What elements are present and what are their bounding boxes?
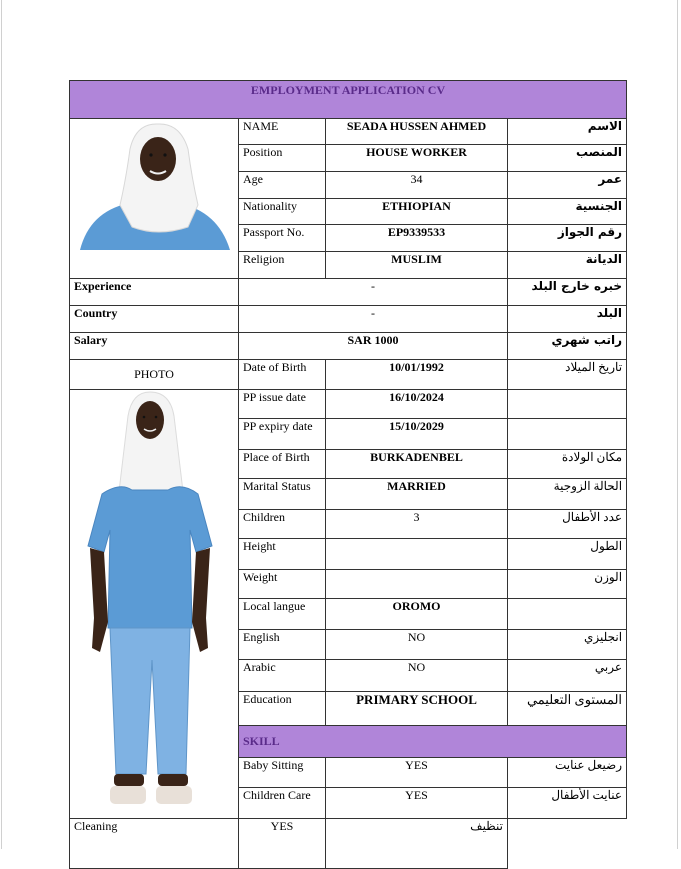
- row-pp-expiry-ar: [508, 419, 627, 450]
- row-experience-value: -: [239, 279, 508, 306]
- skill-cleaning-ar: تنظيف: [326, 819, 508, 869]
- row-marital-ar: الحالة الزوجية: [508, 479, 627, 510]
- row-height-ar: الطول: [508, 539, 627, 570]
- row-children-ar: عدد الأطفال: [508, 509, 627, 538]
- full-photo-cell: [70, 390, 239, 819]
- row-country-value: -: [239, 306, 508, 333]
- row-religion-value: MUSLIM: [326, 252, 508, 279]
- row-arabic-ar: عربي: [508, 660, 627, 692]
- row-salary-label: Salary: [70, 333, 239, 360]
- row-local-lang-ar: [508, 599, 627, 630]
- row-name-ar: الاسم: [508, 119, 627, 145]
- row-place-birth-label: Place of Birth: [239, 449, 326, 478]
- row-passport-value: EP9339533: [326, 225, 508, 252]
- skill-baby-sitting-value: YES: [326, 757, 508, 788]
- row-marital-value: MARRIED: [326, 479, 508, 510]
- row-local-lang-label: Local langue: [239, 599, 326, 630]
- row-nationality-value: ETHIOPIAN: [326, 199, 508, 225]
- row-arabic-value: NO: [326, 660, 508, 692]
- skill-header: SKILL: [239, 726, 627, 758]
- row-dob-value: 10/01/1992: [326, 360, 508, 390]
- row-arabic-label: Arabic: [239, 660, 326, 692]
- row-marital-label: Marital Status: [239, 479, 326, 510]
- face-photo-cell: [70, 119, 239, 279]
- row-weight-value: [326, 569, 508, 598]
- row-place-birth-ar: مكان الولادة: [508, 449, 627, 478]
- photo-label: PHOTO: [70, 360, 239, 390]
- row-weight-label: Weight: [239, 569, 326, 598]
- skill-cleaning-value: YES: [239, 819, 326, 869]
- row-name-label: NAME: [239, 119, 326, 145]
- row-religion-ar: الديانة: [508, 252, 627, 279]
- full-body-photo: [70, 390, 238, 818]
- row-age-ar: عمر: [508, 172, 627, 199]
- row-dob-ar: تاريخ الميلاد: [508, 360, 627, 390]
- skill-children-care-value: YES: [326, 788, 508, 819]
- row-dob-label: Date of Birth: [239, 360, 326, 390]
- row-pp-expiry-value: 15/10/2029: [326, 419, 508, 450]
- row-salary-ar: راتب شهري: [508, 333, 627, 360]
- row-nationality-ar: الجنسية: [508, 199, 627, 225]
- row-education-ar: المستوى التعليمي: [508, 692, 627, 726]
- row-experience-ar: خبره خارج البلد: [508, 279, 627, 306]
- row-passport-ar: رقم الجواز: [508, 225, 627, 252]
- row-name-value: SEADA HUSSEN AHMED: [326, 119, 508, 145]
- row-pp-issue-label: PP issue date: [239, 390, 326, 419]
- skill-baby-sitting-label: Baby Sitting: [239, 757, 326, 788]
- row-age-value: 34: [326, 172, 508, 199]
- row-position-label: Position: [239, 145, 326, 172]
- row-local-lang-value: OROMO: [326, 599, 508, 630]
- row-education-label: Education: [239, 692, 326, 726]
- row-children-value: 3: [326, 509, 508, 538]
- row-religion-label: Religion: [239, 252, 326, 279]
- row-education-value: PRIMARY SCHOOL: [326, 692, 508, 726]
- row-passport-label: Passport No.: [239, 225, 326, 252]
- row-pp-issue-value: 16/10/2024: [326, 390, 508, 419]
- row-position-ar: المنصب: [508, 145, 627, 172]
- skill-baby-sitting-ar: رضيعل عنايت: [508, 757, 627, 788]
- row-age-label: Age: [239, 172, 326, 199]
- row-position-value: HOUSE WORKER: [326, 145, 508, 172]
- skill-cleaning-label: Cleaning: [70, 819, 239, 869]
- skill-children-care-label: Children Care: [239, 788, 326, 819]
- face-photo: [70, 119, 238, 277]
- row-english-value: NO: [326, 629, 508, 660]
- row-pp-expiry-label: PP expiry date: [239, 419, 326, 450]
- row-weight-ar: الوزن: [508, 569, 627, 598]
- row-country-label: Country: [70, 306, 239, 333]
- row-english-ar: انجليزي: [508, 629, 627, 660]
- row-pp-issue-ar: [508, 390, 627, 419]
- row-experience-label: Experience: [70, 279, 239, 306]
- row-place-birth-value: BURKADENBEL: [326, 449, 508, 478]
- cv-title: EMPLOYMENT APPLICATION CV: [70, 81, 627, 119]
- row-salary-value: SAR 1000: [239, 333, 508, 360]
- row-english-label: English: [239, 629, 326, 660]
- row-children-label: Children: [239, 509, 326, 538]
- cv-table: [69, 80, 627, 869]
- row-nationality-label: Nationality: [239, 199, 326, 225]
- row-height-value: [326, 539, 508, 570]
- row-height-label: Height: [239, 539, 326, 570]
- skill-children-care-ar: عنايت الأطفال: [508, 788, 627, 819]
- row-country-ar: البلد: [508, 306, 627, 333]
